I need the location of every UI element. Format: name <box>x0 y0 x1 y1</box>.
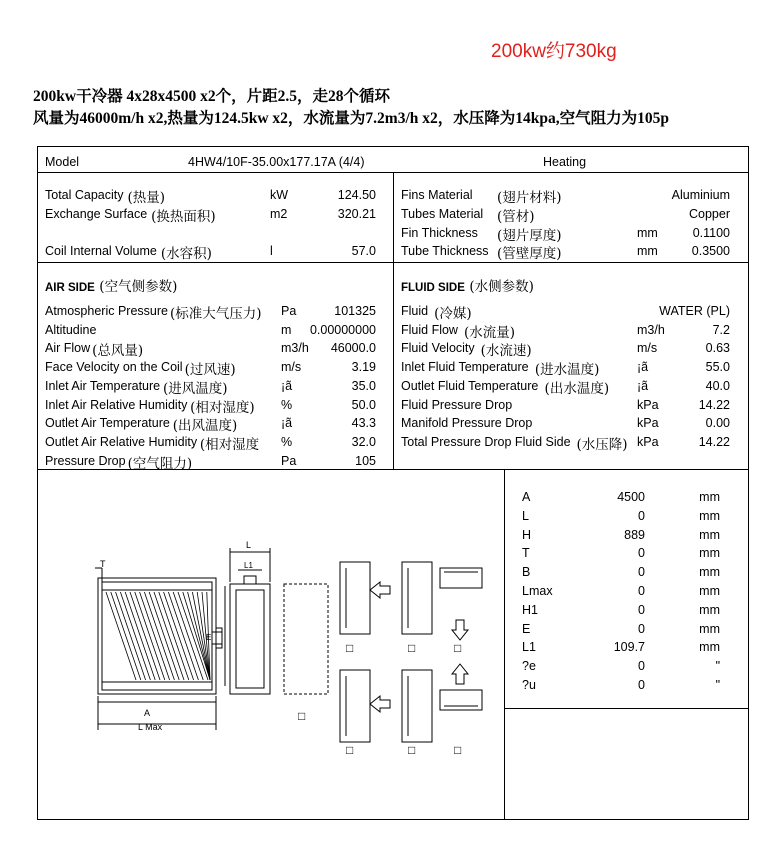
fluid-value: 14.22 <box>698 397 730 412</box>
dimension-name: H1 <box>522 602 538 617</box>
fluid-value: 7.2 <box>712 322 730 337</box>
box-glyph: □ <box>408 743 416 757</box>
dimension-value: 0 <box>638 678 645 692</box>
fin-line <box>111 592 141 680</box>
left-top-unit: kW <box>270 188 289 202</box>
fluid-value: 40.0 <box>705 378 730 393</box>
fluid-label: Fluid Velocity <box>401 341 475 356</box>
box-glyph: □ <box>298 709 306 723</box>
right-top-cn: (管壁厚度) <box>497 246 562 262</box>
dimension-unit: mm <box>699 527 720 542</box>
fluid-value: WATER (PL) <box>659 304 730 318</box>
dimension-name: T <box>522 546 530 561</box>
left-top-value: 57.0 <box>351 244 376 258</box>
air-label: Atmospheric Pressure <box>45 304 168 318</box>
right-top-label: Tube Thickness <box>401 244 489 258</box>
dimension-value: 109.7 <box>613 640 645 655</box>
label-l: L <box>246 540 252 550</box>
fluid-cn: (出水温度) <box>544 380 610 397</box>
dimension-value: 0 <box>638 565 645 580</box>
fluid-cn: (进水温度) <box>534 362 600 379</box>
air-value: 43.3 <box>351 416 376 431</box>
dimension-unit: " <box>715 659 720 674</box>
fluid-label: Manifold Pressure Drop <box>401 416 533 431</box>
fluid-side-title: FLUID SIDE <box>401 282 465 294</box>
air-label: Inlet Air Relative Humidity <box>45 397 188 412</box>
air-unit: ¡ã <box>281 416 293 431</box>
air-value: 46000.0 <box>330 341 376 356</box>
label-l1: L1 <box>244 561 253 570</box>
dimension-name: L1 <box>522 640 536 655</box>
air-cn: (总风量) <box>92 343 144 360</box>
dimension-name: A <box>522 490 531 504</box>
weight-annotation: 200kw约730kg <box>491 41 617 62</box>
dimension-name: E <box>522 621 531 636</box>
label-a: A <box>144 708 151 718</box>
dimension-name: ?e <box>522 659 536 674</box>
fin-line <box>144 592 174 680</box>
dimension-value: 0 <box>638 621 645 636</box>
air-unit: ¡ã <box>281 378 293 393</box>
fluid-unit: kPa <box>637 434 659 449</box>
fin-line <box>135 592 165 680</box>
fluid-unit: m3/h <box>637 322 665 337</box>
air-label: Inlet Air Temperature <box>45 378 161 393</box>
fin-line <box>140 592 170 680</box>
fin-line <box>159 592 189 680</box>
fin-line <box>125 592 155 680</box>
left-top-unit: m2 <box>270 207 288 221</box>
air-unit: m/s <box>281 360 302 375</box>
dimension-unit: mm <box>699 490 720 504</box>
dimension-value: 0 <box>638 659 645 674</box>
air-unit: Pa <box>281 453 297 468</box>
right-top-cn: (翅片材料) <box>497 190 562 206</box>
box-glyph: □ <box>454 641 462 655</box>
label-lmax: L Max <box>138 722 163 732</box>
right-top-value: 0.3500 <box>691 244 730 258</box>
fin-line <box>116 592 146 680</box>
air-cn: (相对湿度 <box>199 436 260 453</box>
fin-line <box>130 592 160 680</box>
label-e: E <box>206 633 212 642</box>
dimension-unit: " <box>715 678 720 692</box>
right-top-value: 0.1100 <box>692 226 730 240</box>
heading-line-2: 风量为46000m/h x2,热量为124.5kw x2，水流量为7.2m3/h x2，水压降为14kpa,空气阻力为105p <box>33 110 669 127</box>
dimension-value: 4500 <box>617 490 645 504</box>
right-top-value: Copper <box>689 207 730 221</box>
fluid-value: 0.63 <box>705 341 730 356</box>
dimension-value: 889 <box>624 527 645 542</box>
air-value: 101325 <box>334 304 376 318</box>
air-value: 50.0 <box>351 397 376 412</box>
mode-label: Heating <box>543 155 587 169</box>
air-side-heading <box>45 275 177 296</box>
right-top-label: Tubes Material <box>401 207 484 221</box>
air-value: 0.00000000 <box>309 322 376 337</box>
dimension-unit: mm <box>699 565 720 580</box>
model-value: 4HW4/10F-35.00x177.17A (4/4) <box>188 155 365 169</box>
right-top-unit: mm <box>637 244 658 258</box>
dimension-value: 0 <box>638 602 645 617</box>
air-label: Altitudine <box>45 322 97 337</box>
box-glyph: □ <box>408 641 416 655</box>
fluid-side-cn: (水侧参数) <box>469 279 534 295</box>
air-unit: Pa <box>281 304 297 318</box>
model-label: Model <box>45 155 80 169</box>
fin-line <box>106 592 136 680</box>
dimension-unit: mm <box>699 508 720 523</box>
fluid-label: Total Pressure Drop Fluid Side <box>401 434 571 449</box>
dimension-unit: mm <box>699 602 720 617</box>
dimension-name: H <box>522 527 532 542</box>
right-top-unit: mm <box>637 226 658 240</box>
dimension-name: B <box>522 565 531 580</box>
air-label: Air Flow <box>45 341 91 356</box>
fluid-unit: m/s <box>637 341 658 356</box>
rear-view <box>284 584 328 694</box>
left-top-cn: (换热面积) <box>151 209 216 225</box>
fluid-unit: ¡ã <box>637 378 649 393</box>
fin-line <box>120 592 150 680</box>
fluid-value: 55.0 <box>705 360 730 375</box>
air-value: 105 <box>355 453 376 468</box>
fluid-unit: kPa <box>637 416 659 431</box>
fin-line <box>149 592 179 680</box>
air-side-title: AIR SIDE <box>45 282 95 294</box>
front-view <box>95 568 225 730</box>
fluid-label: Outlet Fluid Temperature <box>401 378 539 393</box>
fluid-side-heading <box>401 275 534 296</box>
label-t: T <box>100 559 106 569</box>
left-top-label: Total Capacity <box>45 188 124 202</box>
right-top-label: Fins Material <box>401 188 473 202</box>
dimension-name: Lmax <box>522 584 553 598</box>
air-label: Face Velocity on the Coil <box>45 360 183 375</box>
air-unit: m3/h <box>281 341 309 356</box>
fluid-label: Fluid <box>401 304 429 318</box>
left-top-unit: l <box>270 244 273 258</box>
fluid-value: 14.22 <box>698 434 730 449</box>
fin-line <box>154 592 184 680</box>
fin-line <box>164 592 194 680</box>
right-top-value: Aluminium <box>671 188 730 202</box>
left-top-cn: (热量) <box>127 190 166 206</box>
dimension-unit: mm <box>699 546 720 561</box>
dimension-value: 0 <box>638 584 645 598</box>
fin-line <box>168 592 198 680</box>
air-cn: (标准大气压力) <box>169 306 262 322</box>
dimension-unit: mm <box>699 640 720 655</box>
heading-line-1: 200kw干冷器 4x28x4500 x2个，片距2.5，走28个循环 <box>33 88 390 105</box>
air-value: 32.0 <box>351 434 376 449</box>
fluid-cn: (水压降) <box>576 436 628 453</box>
dimension-name: L <box>522 508 529 523</box>
coil-drawing <box>40 472 502 817</box>
air-cn: (出风温度) <box>172 418 238 435</box>
fluid-unit: kPa <box>637 397 659 412</box>
dimension-name: ?u <box>522 678 536 692</box>
fluid-label: Fluid Pressure Drop <box>401 397 513 412</box>
right-top-label: Fin Thickness <box>401 226 478 240</box>
fluid-label: Inlet Fluid Temperature <box>401 360 529 375</box>
air-cn: (过风速) <box>184 362 236 379</box>
left-top-label: Exchange Surface <box>45 207 148 221</box>
air-side-cn: (空气侧参数) <box>99 279 178 295</box>
air-label: Outlet Air Temperature <box>45 416 170 431</box>
dimension-unit: mm <box>699 621 720 636</box>
box-glyph: □ <box>346 641 354 655</box>
fluid-cn: (水流量) <box>463 324 515 341</box>
air-label: Pressure Drop <box>45 453 126 468</box>
box-glyph: □ <box>454 743 462 757</box>
right-top-cn: (管材) <box>497 209 535 225</box>
air-label: Outlet Air Relative Humidity <box>45 434 198 449</box>
box-glyph: □ <box>346 743 354 757</box>
left-top-value: 320.21 <box>337 207 376 221</box>
left-top-label: Coil Internal Volume <box>45 244 157 258</box>
dimension-value: 0 <box>638 508 645 523</box>
air-cn: (空气阻力) <box>127 455 193 472</box>
air-unit: % <box>281 397 293 412</box>
air-unit: % <box>281 434 293 449</box>
left-top-value: 124.50 <box>337 188 376 202</box>
fluid-cn: (水流速) <box>480 343 532 360</box>
right-top-cn: (翅片厚度) <box>497 228 562 244</box>
fluid-value: 0.00 <box>705 416 730 431</box>
left-top-cn: (水容积) <box>160 246 212 262</box>
fluid-unit: ¡ã <box>637 360 649 375</box>
air-cn: (进风温度) <box>163 380 228 397</box>
air-value: 3.19 <box>351 360 376 375</box>
air-cn: (相对湿度) <box>190 399 255 416</box>
dimension-value: 0 <box>638 546 645 561</box>
air-value: 35.0 <box>351 378 376 393</box>
air-unit: m <box>281 322 292 337</box>
dimension-unit: mm <box>699 584 720 598</box>
fluid-cn: (冷媒) <box>434 306 472 322</box>
fluid-label: Fluid Flow <box>401 322 458 337</box>
